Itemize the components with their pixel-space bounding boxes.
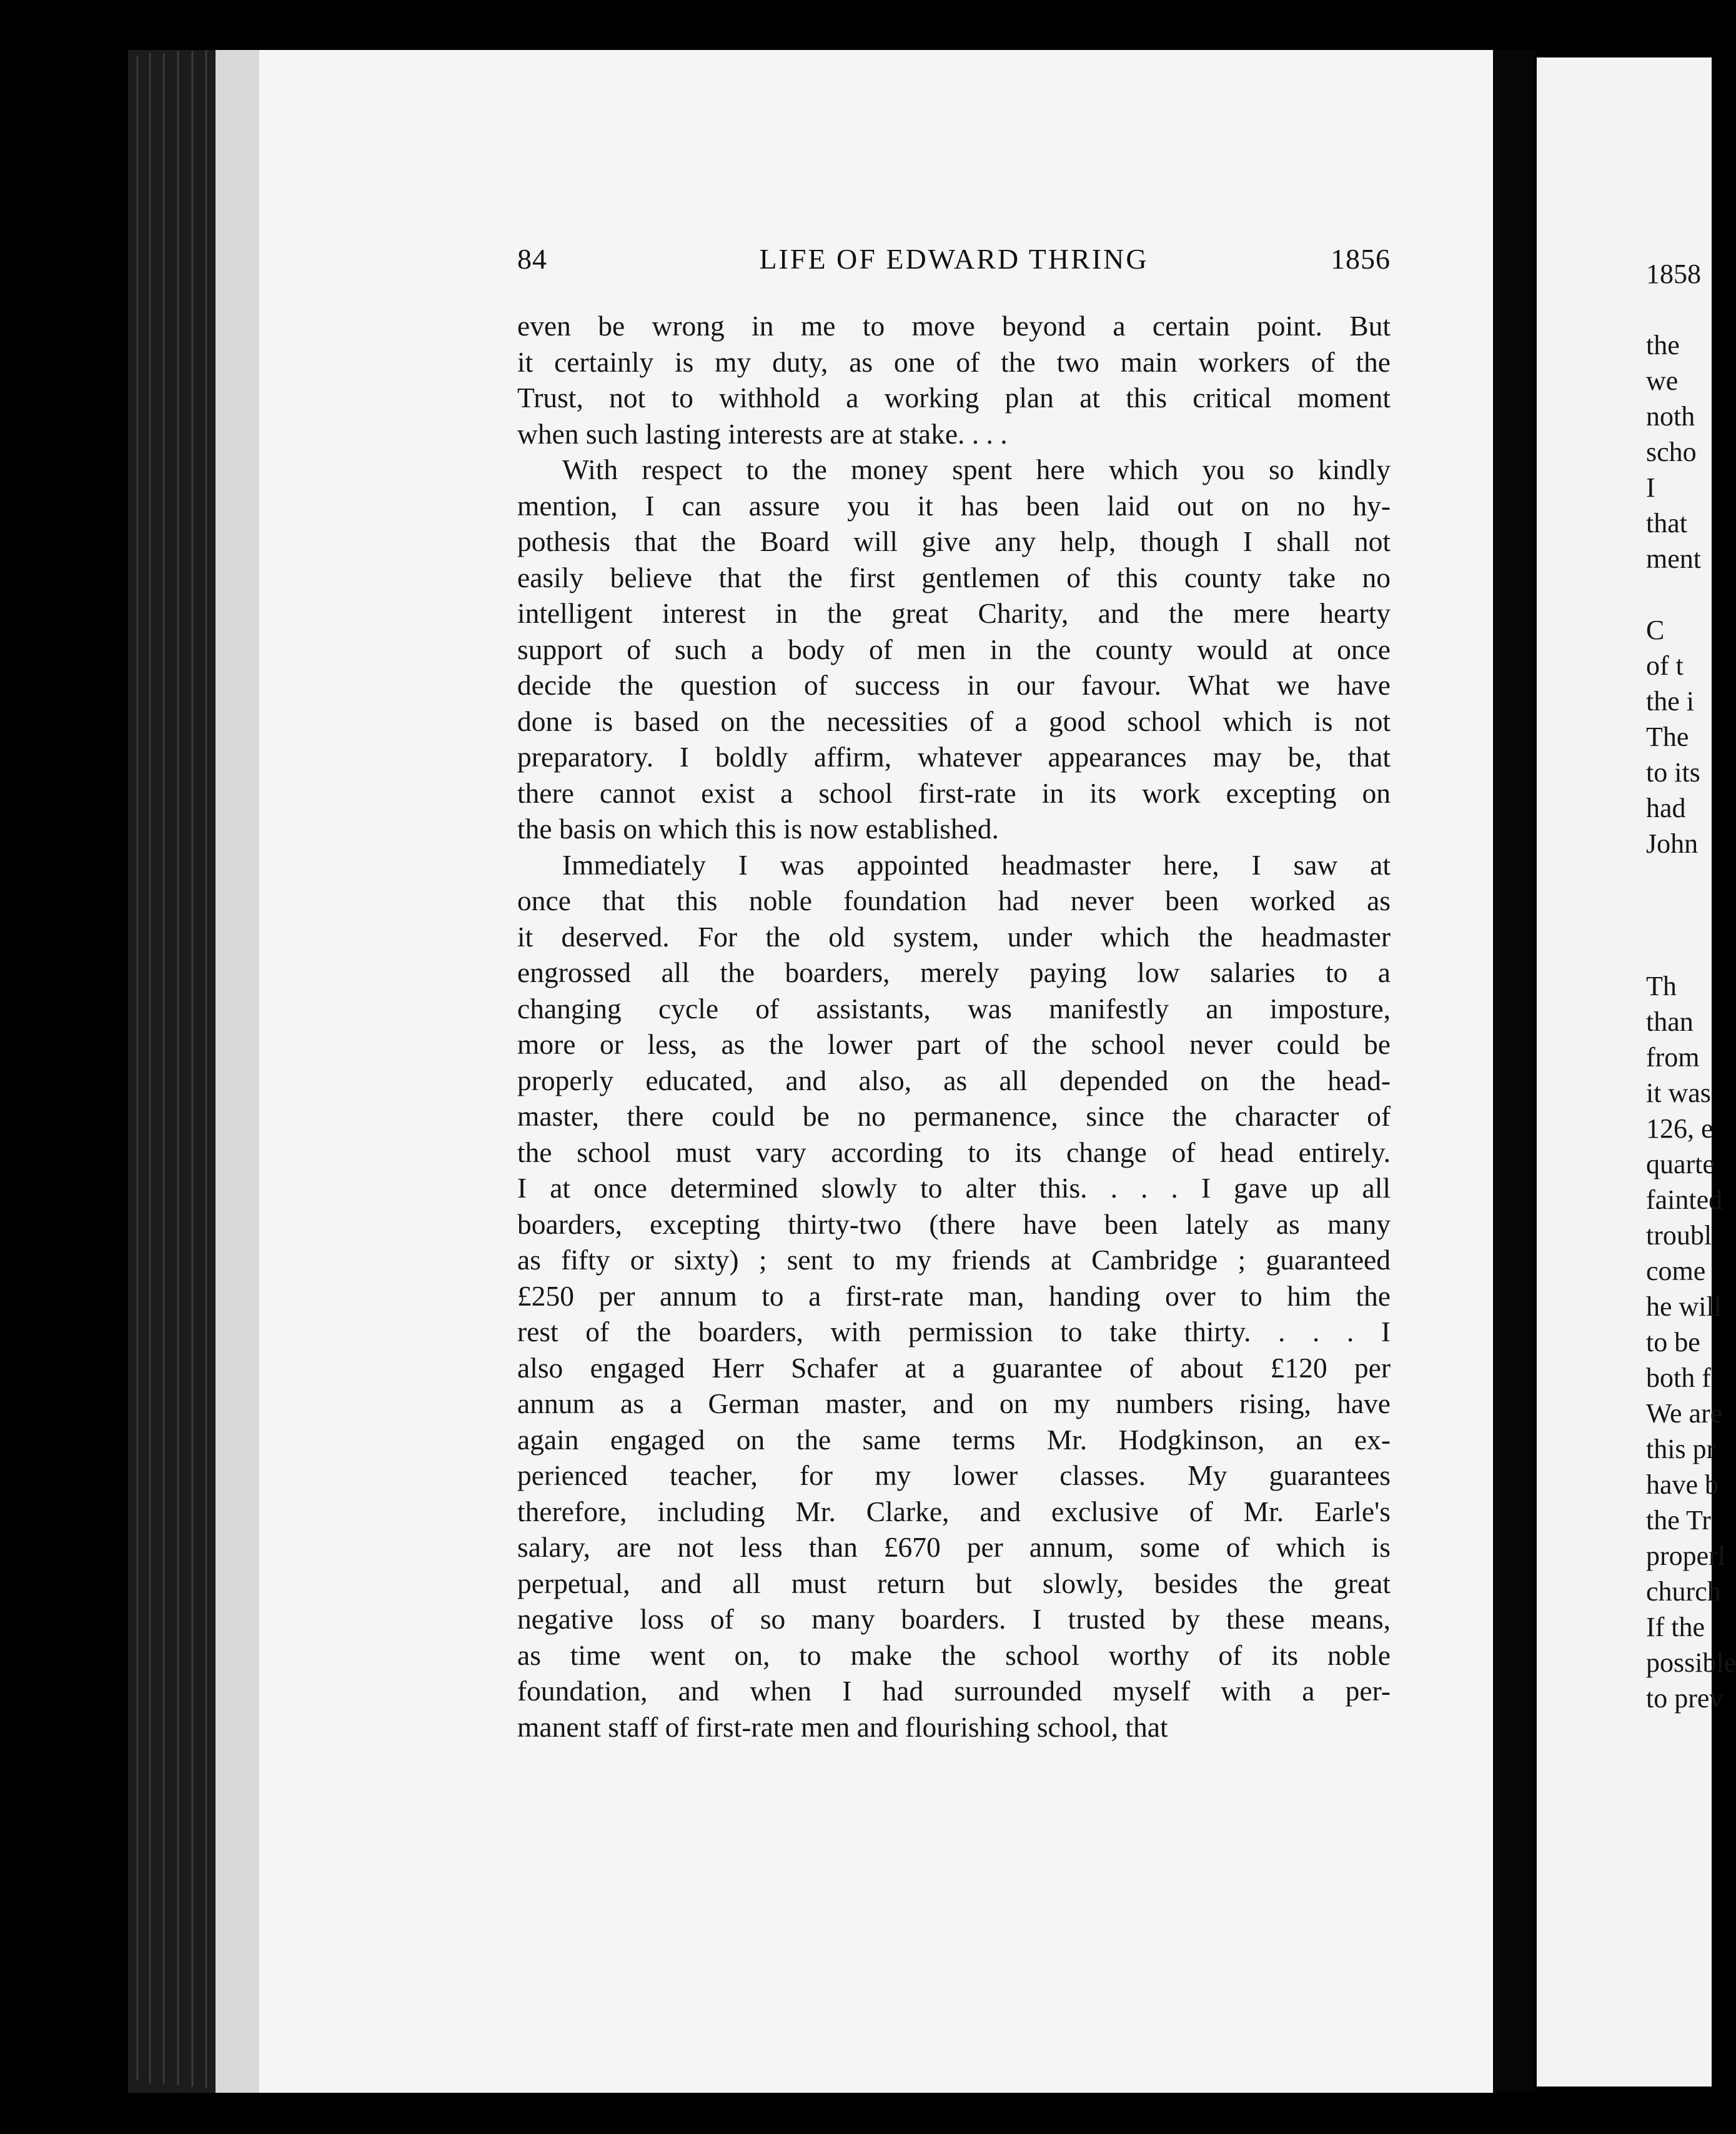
text-line: I at once determined slowly to alter this. . . . I gave up all <box>517 1172 1391 1204</box>
right-page-line: We are <box>1646 1398 1723 1429</box>
text-line: it deserved. For the old system, under which the headmaster <box>517 920 1391 953</box>
right-page-line: If the <box>1646 1612 1705 1642</box>
right-page-line: quarte <box>1646 1149 1715 1179</box>
right-page-line: that <box>1646 508 1687 538</box>
text-line: Trust, not to withhold a working plan at this critical moment <box>517 382 1391 414</box>
right-page-line: come <box>1646 1256 1706 1286</box>
text-line: once that this noble foundation had never been worked as <box>517 885 1391 916</box>
text-line: With respect to the money spent here which you so kindly <box>562 454 1391 485</box>
text-line: mention, I can assure you it has been laid out on no hy- <box>517 489 1391 522</box>
text-line: engrossed all the boarders, merely paying low salaries to a <box>517 956 1391 988</box>
right-page-line: have b <box>1646 1469 1719 1500</box>
text-line: also engaged Herr Schafer at a guarantee of about £120 per <box>517 1351 1391 1384</box>
running-header <box>517 242 1391 280</box>
right-page-line: this pr <box>1646 1434 1716 1464</box>
header-year: 1856 <box>1331 243 1391 275</box>
text-line: as time went on, to make the school worthy of its noble <box>517 1639 1391 1671</box>
text-line: foundation, and when I had surrounded myself with a per- <box>517 1675 1391 1707</box>
right-page-line: I <box>1646 472 1655 503</box>
text-line: there cannot exist a school first-rate in its work excepting on <box>517 777 1391 809</box>
text-line: pothesis that the Board will give any help, though I shall not <box>517 525 1391 557</box>
text-line: the school must vary according to its change of head entirely. <box>517 1136 1391 1168</box>
right-page-line <box>1646 861 1721 897</box>
text-line: decide the question of success in our favour. What we have <box>517 669 1391 701</box>
right-page-line: he will <box>1646 1291 1722 1322</box>
right-page-line: of t <box>1646 650 1684 681</box>
text-line: even be wrong in me to move beyond a certain point. But <box>517 310 1391 342</box>
right-page-line: ment <box>1646 543 1701 574</box>
right-page-line: it was <box>1646 1078 1711 1108</box>
text-line: perpetual, and all must return but slowly, besides the great <box>517 1567 1391 1599</box>
right-page-line: to its <box>1646 757 1700 788</box>
text-line: again engaged on the same terms Mr. Hodgkinson, an ex- <box>517 1423 1391 1456</box>
text-line: Immediately I was appointed headmaster here, I saw at <box>562 848 1391 881</box>
text-line: salary, are not less than £670 per annum, some of which is <box>517 1531 1391 1563</box>
right-page-line: The <box>1646 722 1689 752</box>
right-page-line: the <box>1646 330 1680 360</box>
right-page-line: the Tr <box>1646 1505 1711 1536</box>
text-line: done is based on the necessities of a good school which is not <box>517 705 1391 737</box>
text-line: changing cycle of assistants, was manifestly an imposture, <box>517 992 1391 1025</box>
right-page-line: C <box>1646 615 1665 645</box>
text-line: perienced teacher, for my lower classes. My guarantees <box>517 1459 1391 1491</box>
right-page-line: to be <box>1646 1327 1700 1357</box>
text-line: when such lasting interests are at stake. . . . <box>517 417 1008 450</box>
text-line: annum as a German master, and on my numbers rising, have <box>517 1387 1391 1419</box>
text-line: therefore, including Mr. Clarke, and exclusive of Mr. Earle's <box>517 1495 1391 1527</box>
text-line: the basis on which this is now established. <box>517 813 999 845</box>
text-line: rest of the boarders, with permission to take thirty. . . . I <box>517 1316 1391 1347</box>
right-page-line: had <box>1646 793 1686 823</box>
right-page-line: possible <box>1646 1647 1736 1678</box>
right-page-line: to prev <box>1646 1683 1724 1714</box>
right-page-line: church <box>1646 1576 1721 1607</box>
text-line: preparatory. I boldly affirm, whatever appearances may be, that <box>517 741 1391 773</box>
right-page-line: the i <box>1646 686 1694 717</box>
text-line: easily believe that the first gentlemen of this county take no <box>517 561 1391 593</box>
text-line: support of such a body of men in the county would at once <box>517 633 1391 665</box>
right-page-line <box>1646 933 1721 968</box>
text-line: master, there could be no permanence, since the character of <box>517 1100 1391 1132</box>
text-line: £250 per annum to a first-rate man, handing over to him the <box>517 1279 1391 1312</box>
right-page-line: Th <box>1646 971 1677 1001</box>
text-line: more or less, as the lower part of the school never could be <box>517 1028 1391 1060</box>
right-page-line: properl <box>1646 1541 1726 1571</box>
page-number: 84 <box>517 243 547 275</box>
running-title: LIFE OF EDWARD THRING <box>759 243 1149 275</box>
body-text <box>517 308 1391 1745</box>
right-page-line <box>1646 292 1721 327</box>
right-page-line: fainted <box>1646 1184 1723 1215</box>
right-page-line: scho <box>1646 437 1697 467</box>
right-page-line: than <box>1646 1006 1694 1037</box>
right-page-fragment <box>1646 256 1736 1716</box>
right-page-line <box>1646 577 1721 612</box>
text-line: it certainly is my duty, as one of the two main workers of the <box>517 345 1391 378</box>
text-line: properly educated, and also, as all depended on the head- <box>517 1064 1391 1096</box>
right-page-line: 126, e <box>1646 1113 1714 1144</box>
right-page-line: both f <box>1646 1362 1711 1393</box>
right-page-line: we <box>1646 365 1679 396</box>
text-line: negative loss of so many boarders. I trusted by these means, <box>517 1603 1391 1635</box>
right-page-line: troubl <box>1646 1220 1712 1251</box>
text-line: as fifty or sixty) ; sent to my friends at Cambridge ; guaranteed <box>517 1244 1391 1276</box>
right-page-line: noth <box>1646 401 1695 432</box>
right-page-line: 1858 <box>1646 259 1701 289</box>
right-page-line: from <box>1646 1042 1700 1073</box>
text-line: manent staff of first-rate men and flourishing school, that <box>517 1710 1168 1743</box>
text-line: intelligent interest in the great Charity, and the mere hearty <box>517 597 1391 629</box>
text-line: boarders, excepting thirty-two (there have been lately as many <box>517 1208 1391 1240</box>
right-page-line <box>1646 897 1721 933</box>
right-page-line: John <box>1646 828 1699 859</box>
